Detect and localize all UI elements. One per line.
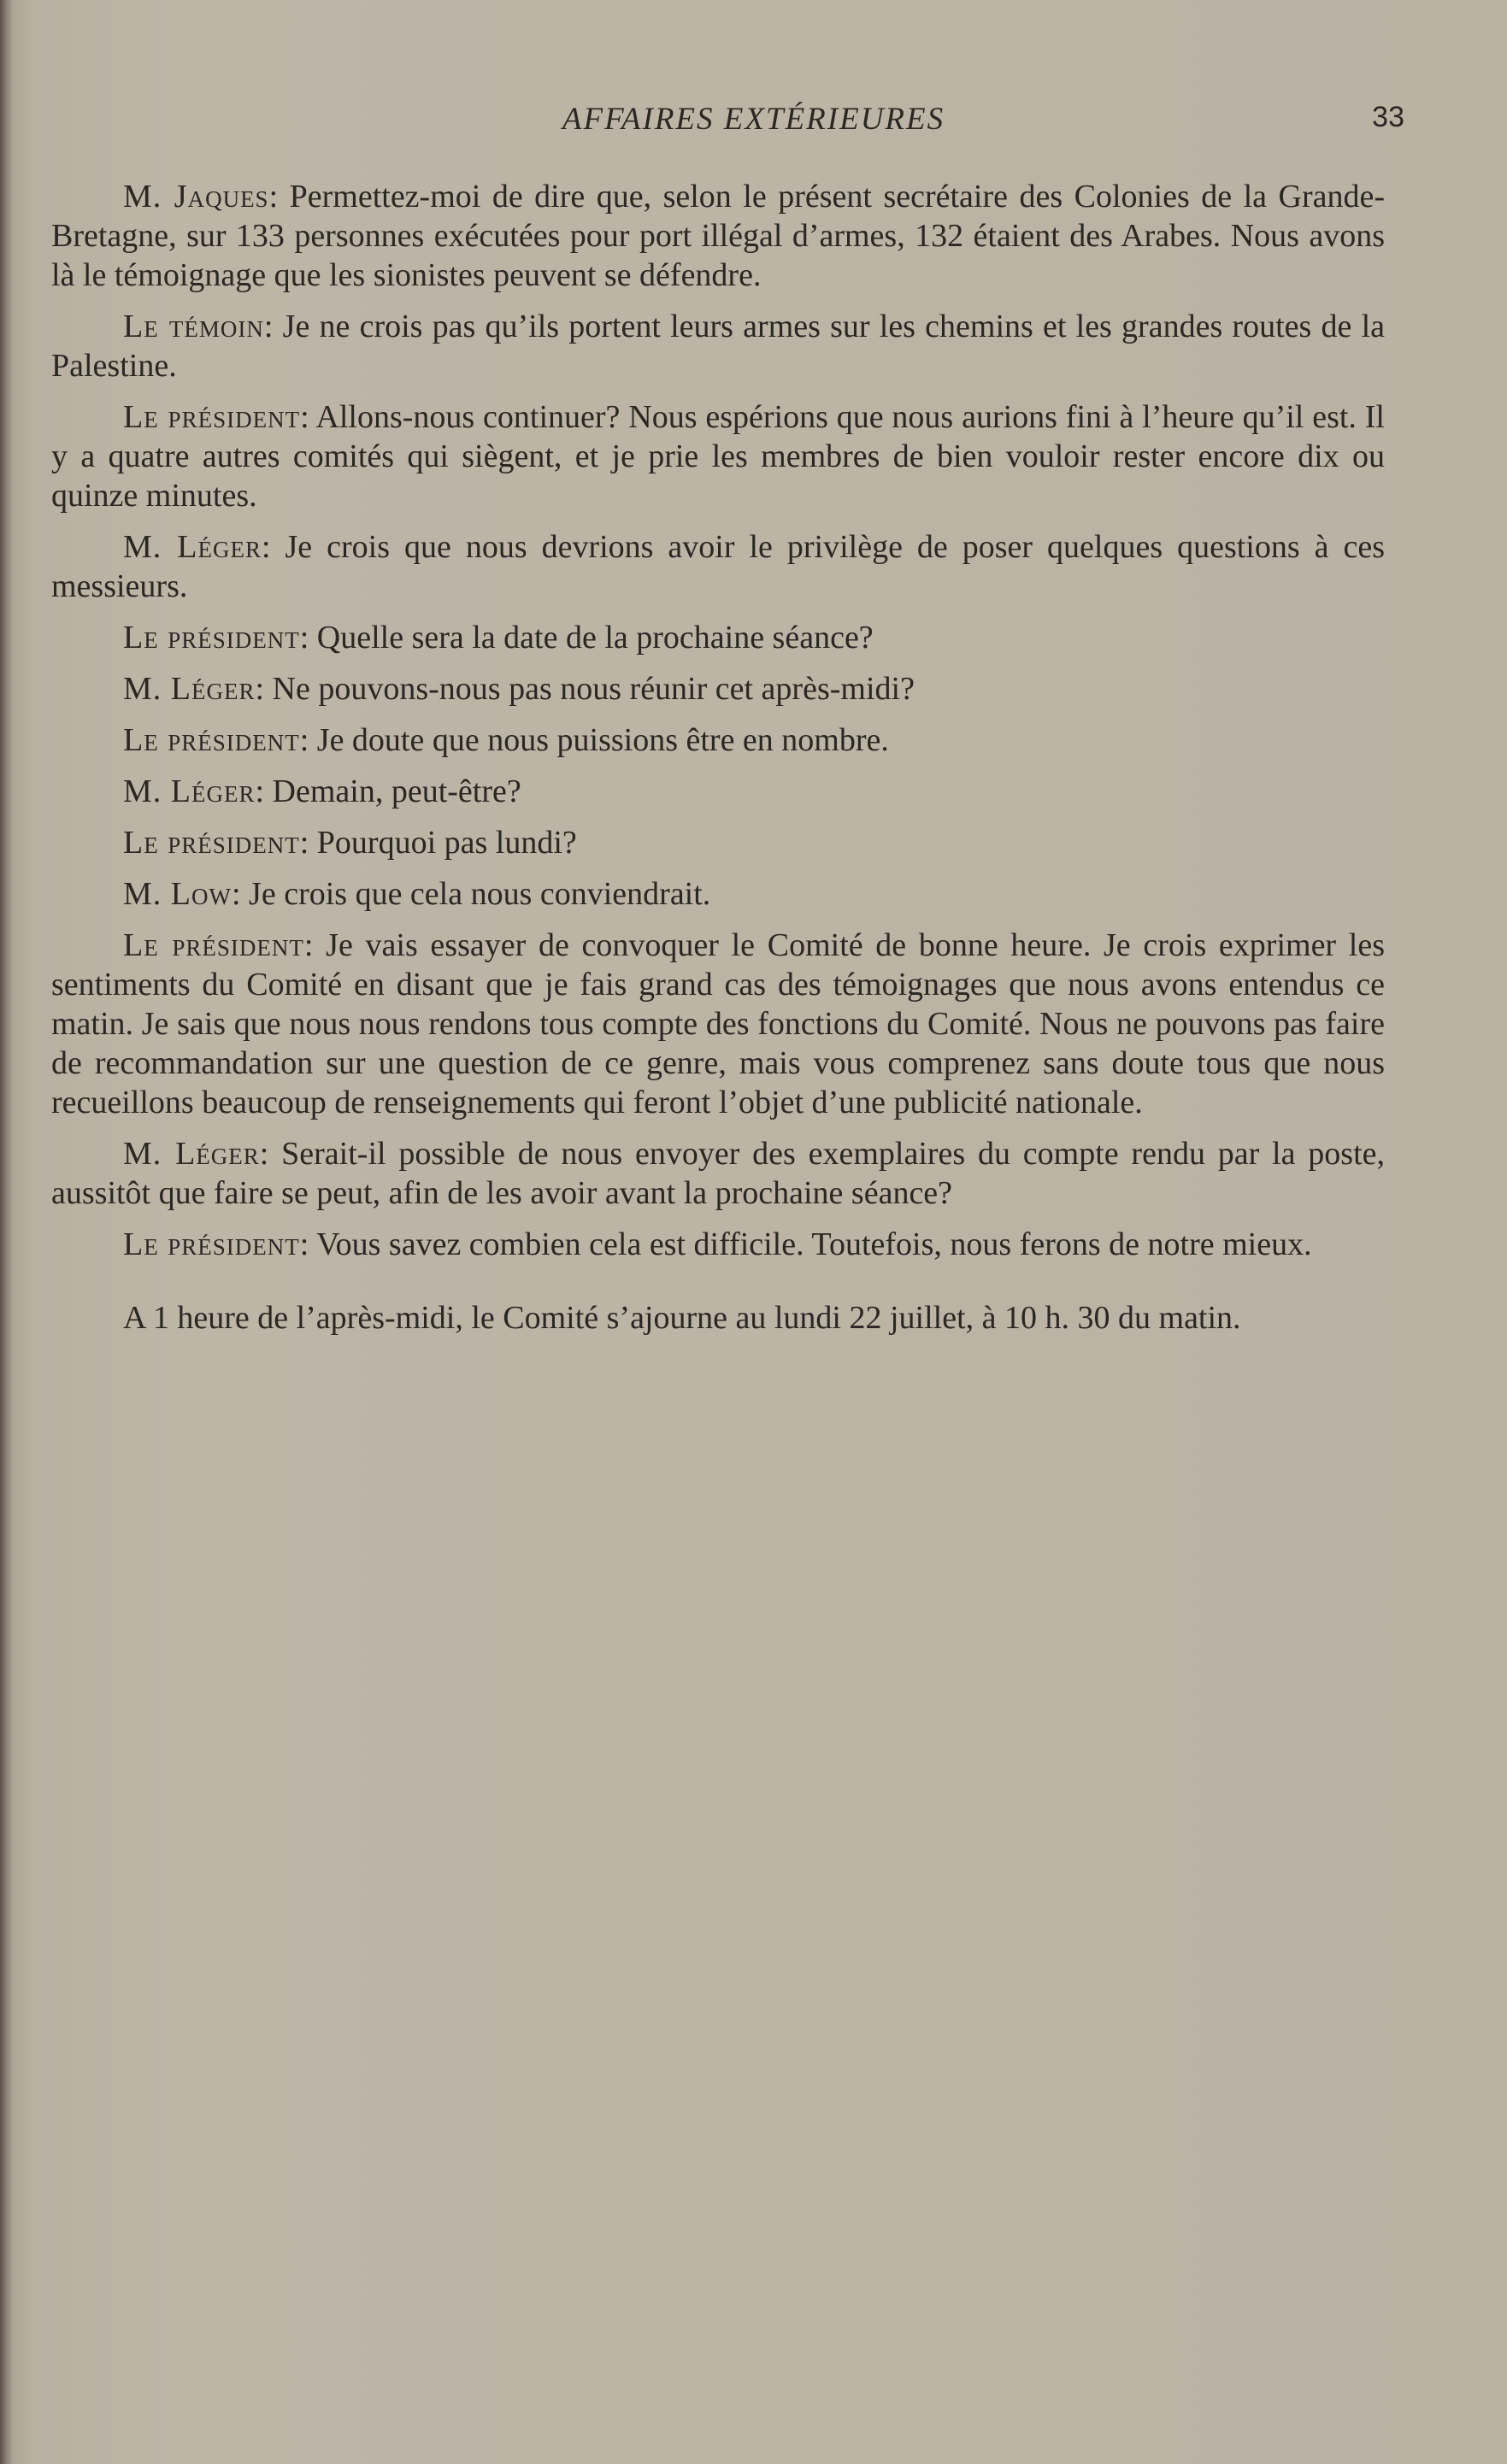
paragraph-text: : Je crois que nous devrions avoir le privilège de poser quelques questions à ces messieurs.: [51, 529, 1385, 604]
speaker-name: M. Léger: [123, 671, 256, 707]
paragraph-text: : Allons-nous continuer? Nous espérions que nous aurions fini à l’heure qu’il est. Il y a quatre autres comités qui siègent, et je prie les membres de bien vouloir rester encore dix ou quinze minutes.: [51, 399, 1385, 514]
paragraph-text: : Permettez-moi de dire que, selon le présent secrétaire des Colonies de la Grande-Bretagne, sur 133 personnes exécutées pour port illégal d’armes, 132 étaient des Arabes. Nous avons là le témoignage que les sionistes peuvent se défendre.: [51, 179, 1385, 293]
paragraph-jaques: [51, 177, 1385, 295]
paragraph-text: : Demain, peut-être?: [255, 773, 521, 809]
paragraph-low: [51, 874, 1385, 914]
speaker-name: M. Léger: [123, 773, 256, 809]
speaker-name: Le président: [123, 1226, 300, 1262]
paragraph-president: [51, 397, 1385, 515]
paragraph-president: [51, 823, 1385, 862]
page-number: 33: [1372, 101, 1404, 133]
speaker-name: Le président: [123, 722, 300, 758]
paragraph-leger: [51, 1134, 1385, 1213]
speaker-name: Le témoin: [123, 309, 264, 344]
speaker-name: Le président: [123, 399, 301, 435]
paragraph-president: [51, 720, 1385, 760]
paragraph-president: [51, 1225, 1385, 1264]
paragraph-leger: [51, 527, 1385, 606]
adjournment-note: A 1 heure de l’après-midi, le Comité s’ajourne au lundi 22 juillet, à 10 h. 30 du matin.: [123, 1300, 1241, 1336]
paragraph-text: : Je vais essayer de convoquer le Comité de bonne heure. Je crois exprimer les sentiments du Comité en disant que je fais grand cas des témoignages que nous avons entendus ce matin. Je sais que nous nous rendons tous compte des fonctions du Comité. Nous ne pouvons pas faire de recommandation sur une question de ce genre, mais vous comprenez sans doute tous que nous recueillons beaucoup de renseignements qui feront l’objet d’une publicité nationale.: [51, 927, 1386, 1120]
paragraph-president: [51, 926, 1385, 1122]
speaker-name: M. Jaques: [123, 179, 269, 215]
paragraph-text: : Serait-il possible de nous envoyer des exemplaires du compte rendu par la poste, aussitôt que faire se peut, afin de les avoir avant la prochaine séance?: [51, 1136, 1385, 1211]
paragraph-text: : Quelle sera la date de la prochaine séance?: [299, 620, 874, 656]
speaker-name: Le président: [123, 825, 300, 861]
paragraph-text: : Vous savez combien cela est difficile. Toutefois, nous ferons de notre mieux.: [299, 1226, 1312, 1262]
paragraph-text: : Je ne crois pas qu’ils portent leurs armes sur les chemins et les grandes routes de la Palestine.: [51, 309, 1385, 384]
paragraph-leger: [51, 669, 1385, 709]
speaker-name: M. Low: [123, 876, 232, 912]
speaker-name: M. Léger: [123, 1136, 260, 1172]
transcript-body: [51, 177, 1385, 1350]
paragraph-text: : Je crois que cela nous conviendrait.: [231, 876, 711, 912]
paragraph-text: : Ne pouvons-nous pas nous réunir cet après-midi?: [255, 671, 915, 707]
page-binding-edge: [0, 0, 12, 2464]
paragraph-text: : Pourquoi pas lundi?: [299, 825, 577, 861]
paragraph-text: : Je doute que nous puissions être en nombre.: [299, 722, 889, 758]
speaker-name: Le président: [123, 620, 300, 656]
speaker-name: Le président: [123, 927, 304, 963]
paragraph-temoin: [51, 307, 1385, 385]
running-header: [51, 101, 1456, 152]
paragraph-leger: [51, 772, 1385, 811]
paragraph-president: [51, 618, 1385, 657]
running-title: AFFAIRES EXTÉRIEURES: [562, 102, 945, 137]
speaker-name: M. Léger: [123, 529, 262, 565]
